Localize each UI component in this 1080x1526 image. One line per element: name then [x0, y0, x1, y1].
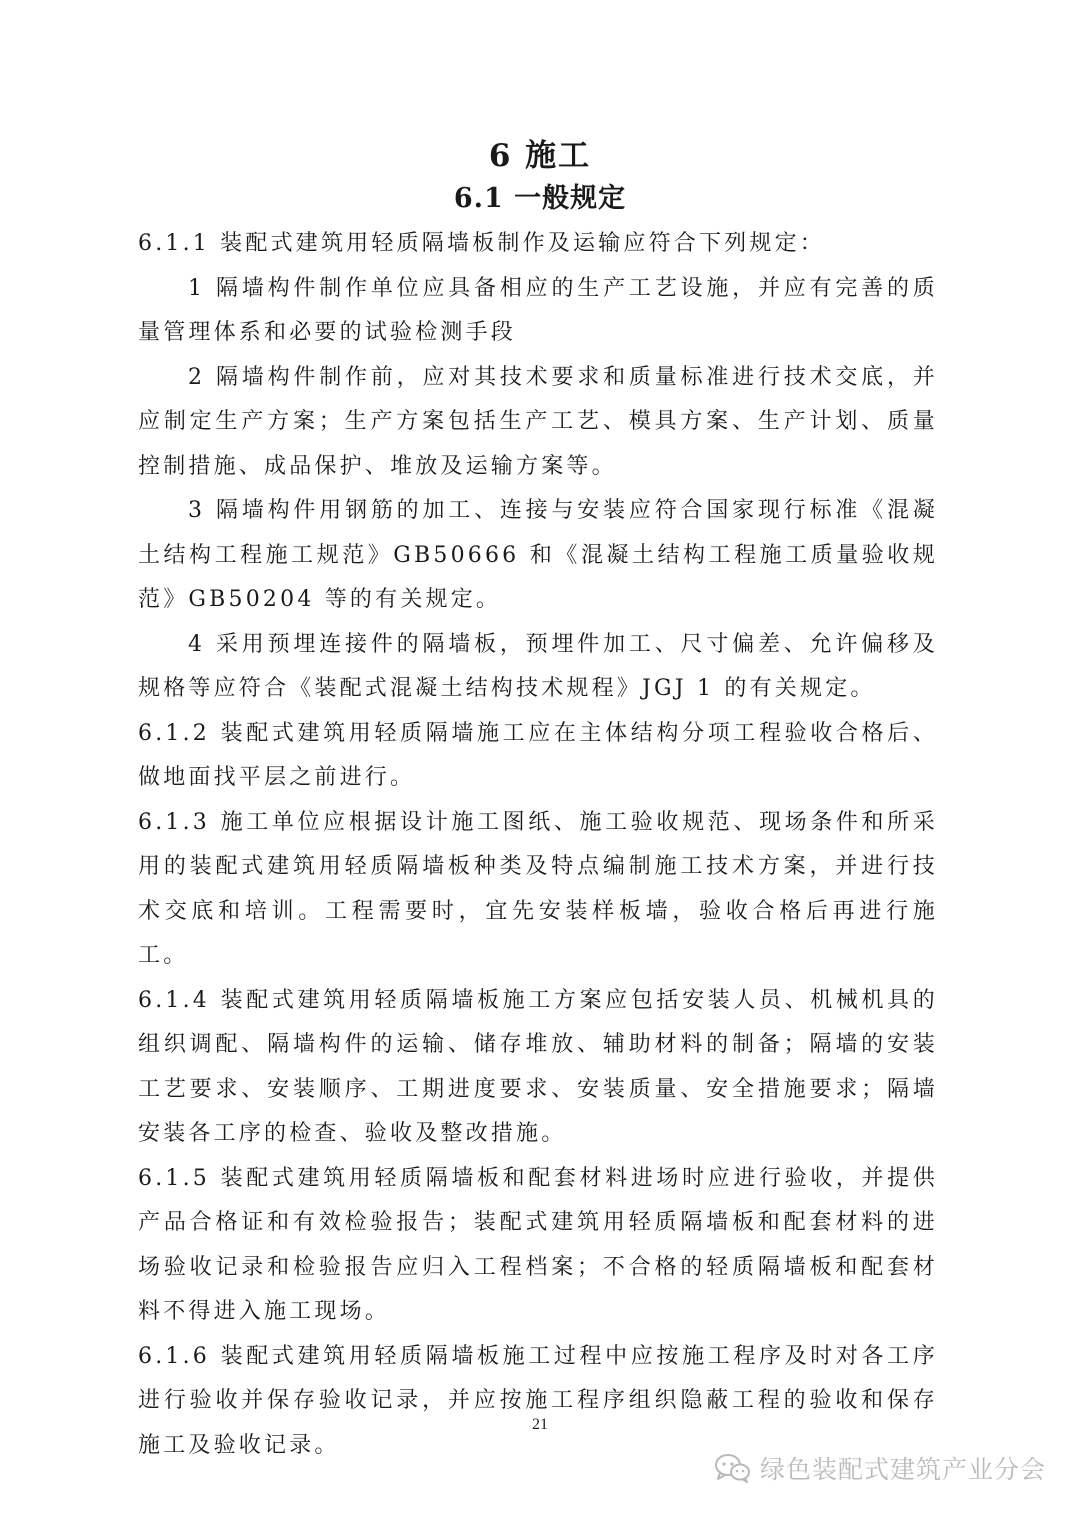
clause-6-1-1: 6.1.1 装配式建筑用轻质隔墙板制作及运输应符合下列规定：	[138, 231, 825, 256]
list-item-3: 3 隔墙构件用钢筋的加工、连接与安装应符合国家现行标准《混凝土结构工程施工规范》GB50666 和《混凝土结构工程施工质量验收规范》GB50204 等的有关规定。	[138, 498, 938, 612]
clause-6-1-6: 6.1.6 装配式建筑用轻质隔墙板施工过程中应按施工程序及时对各工序进行验收并保存验收记录，并应按施工程序组织隐蔽工程的验收和保存施工及验收记录。	[138, 1343, 938, 1458]
document-body	[138, 222, 938, 1468]
watermark	[714, 1450, 1046, 1486]
clause-6-1-5: 6.1.5 装配式建筑用轻质隔墙板和配套材料进场时应进行验收，并提供产品合格证和有效检验报告；装配式建筑用轻质隔墙板和配套材料的进场验收记录和检验报告应归入工程档案；不合格的轻质隔墙板和配套材料不得进入施工现场。	[138, 1165, 938, 1324]
clause-6-1-4: 6.1.4 装配式建筑用轻质隔墙板施工方案应包括安装人员、机械机具的组织调配、隔墙构件的运输、储存堆放、辅助材料的制备；隔墙的安装工艺要求、安装顺序、工期进度要求、安装质量、安全措施要求；隔墙安装各工序的检查、验收及整改措施。	[138, 987, 938, 1146]
page-number: 21	[532, 1416, 548, 1433]
clause-6-1-3: 6.1.3 施工单位应根据设计施工图纸、施工验收规范、现场条件和所采用的装配式建筑用轻质隔墙板种类及特点编制施工技术方案，并进行技术交底和培训。工程需要时，宜先安装样板墙，验收合格后再进行施工。	[138, 809, 938, 968]
section-title: 6.1 一般规定	[453, 183, 627, 214]
watermark-text: 绿色装配式建筑产业分会	[759, 1455, 1046, 1484]
wechat-icon	[714, 1452, 752, 1484]
list-item-2: 2 隔墙构件制作前，应对其技术要求和质量标准进行技术交底，并应制定生产方案；生产方案包括生产工艺、模具方案、生产计划、质量控制措施、成品保护、堆放及运输方案等。	[138, 364, 938, 479]
list-item-1: 1 隔墙构件制作单位应具备相应的生产工艺设施，并应有完善的质量管理体系和必要的试验检测手段	[138, 275, 938, 345]
list-item-4: 4 采用预埋连接件的隔墙板，预埋件加工、尺寸偏差、允许偏移及规格等应符合《装配式混凝土结构技术规程》JGJ 1 的有关规定。	[138, 631, 938, 701]
chapter-title: 6 施工	[488, 138, 592, 174]
clause-6-1-2: 6.1.2 装配式建筑用轻质隔墙施工应在主体结构分项工程验收合格后、做地面找平层之前进行。	[138, 720, 938, 790]
